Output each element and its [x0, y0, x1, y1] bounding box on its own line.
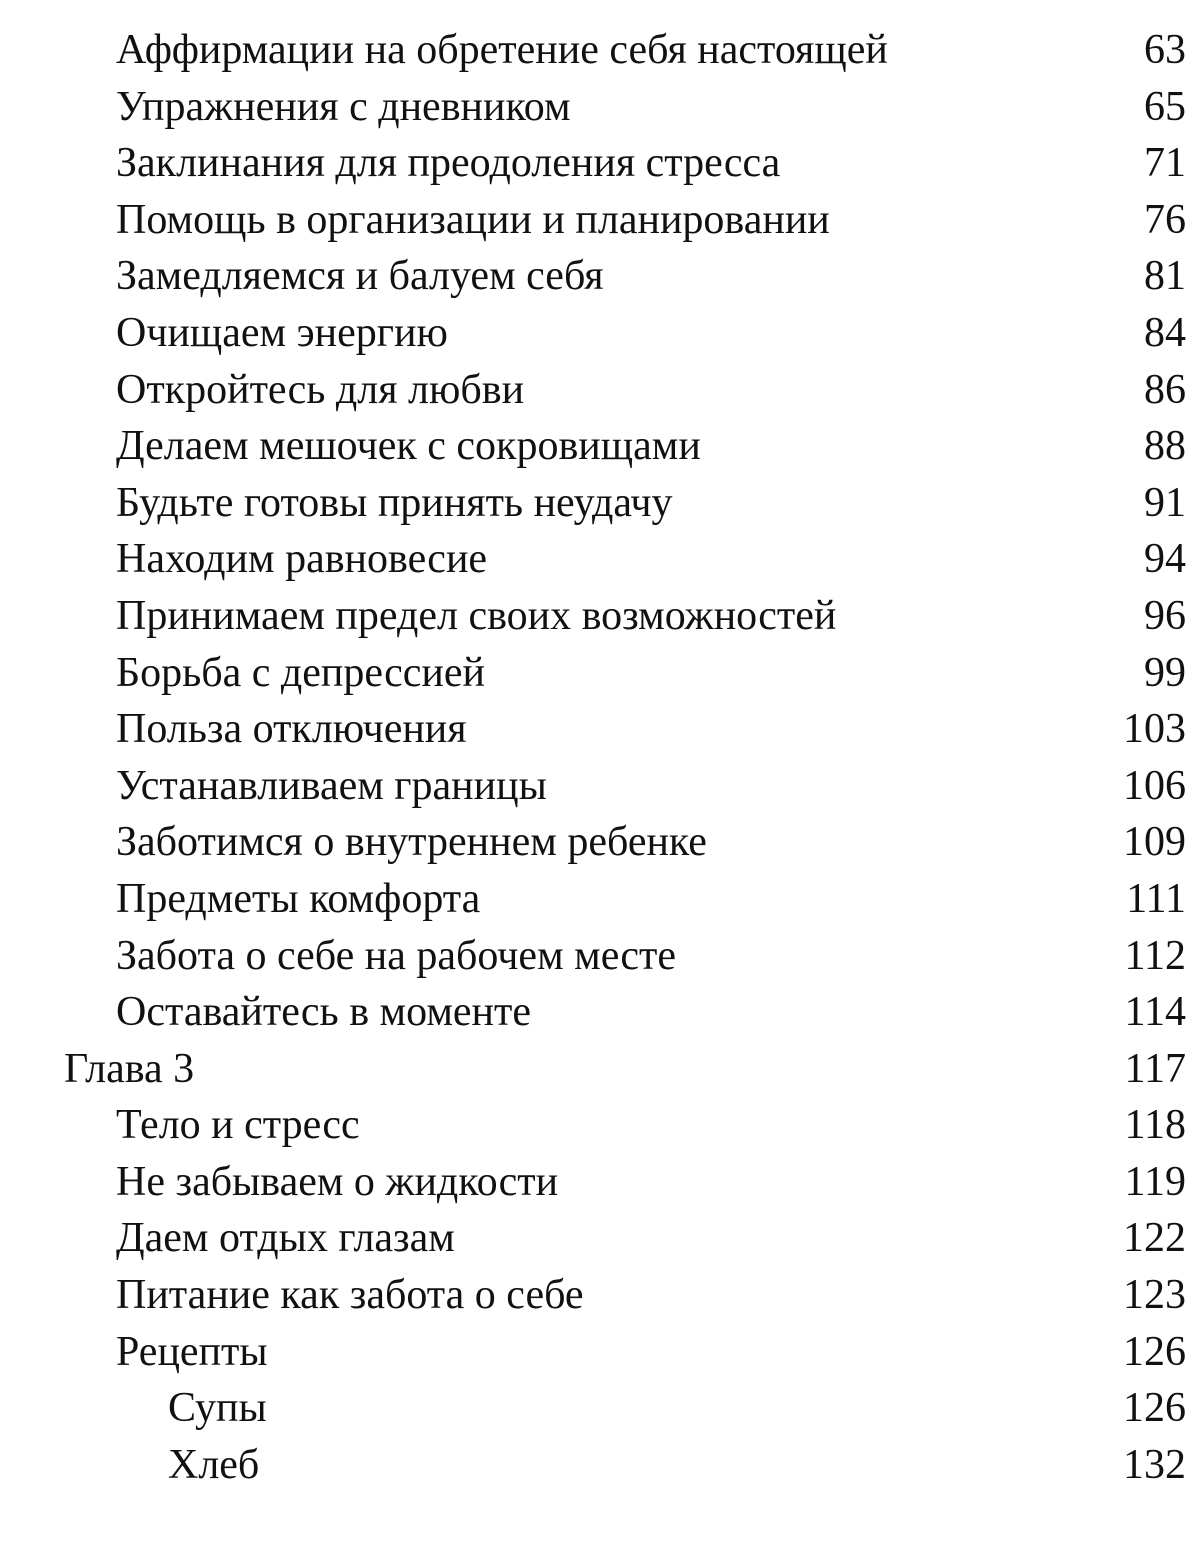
toc-entry-title: Рецепты: [116, 1328, 268, 1375]
toc-entry[interactable]: [0, 871, 1200, 928]
toc-entry-page-number: 96: [1144, 592, 1186, 639]
toc-entry[interactable]: [0, 79, 1200, 136]
toc-entry-page-number: 91: [1144, 479, 1186, 526]
toc-entry-page-number: 84: [1144, 309, 1186, 356]
toc-entry-title: Оставайтесь в моменте: [116, 989, 532, 1036]
toc-entry[interactable]: [0, 22, 1200, 79]
toc-entry-title: Заботимся о внутреннем ребенке: [116, 819, 707, 866]
toc-entry[interactable]: [0, 475, 1200, 532]
toc-entry-page-number: 94: [1144, 536, 1186, 583]
toc-entry[interactable]: [0, 814, 1200, 871]
toc-entry-title: Хлеб: [168, 1441, 260, 1488]
toc-entry-title: Очищаем энергию: [116, 309, 448, 356]
toc-entry-title: Заклинания для преодоления стресса: [116, 140, 781, 187]
toc-entry[interactable]: [0, 1380, 1200, 1437]
toc-entry[interactable]: [0, 588, 1200, 645]
toc-entry-title: Принимаем предел своих возможностей: [116, 592, 837, 639]
toc-entry-page-number: 123: [1123, 1272, 1186, 1319]
toc-entry-title: Не забываем о жидкости: [116, 1158, 559, 1205]
toc-entry-page-number: 103: [1123, 706, 1186, 753]
toc-entry-title: Глава 3: [64, 1045, 195, 1092]
toc-entry-page-number: 126: [1123, 1385, 1186, 1432]
toc-entry[interactable]: [0, 1437, 1200, 1494]
toc-entry[interactable]: [0, 248, 1200, 305]
toc-entry-title: Откройтесь для любви: [116, 366, 525, 413]
toc-entry[interactable]: [0, 701, 1200, 758]
toc-entry-page-number: 71: [1144, 140, 1186, 187]
toc-entry-page-number: 118: [1124, 1102, 1186, 1149]
toc-entry-title: Замедляемся и балуем себя: [116, 253, 604, 300]
toc-entry[interactable]: [0, 135, 1200, 192]
toc-entry-title: Находим равновесие: [116, 536, 488, 583]
toc-entry[interactable]: [0, 1267, 1200, 1324]
toc-entry-title: Делаем мешочек с сокровищами: [116, 423, 701, 470]
toc-entry[interactable]: [0, 984, 1200, 1041]
toc-entry-page-number: 119: [1124, 1158, 1186, 1205]
toc-entry[interactable]: [0, 192, 1200, 249]
toc-entry-title: Помощь в организации и планировании: [116, 196, 830, 243]
toc-entry-title: Будьте готовы принять неудачу: [116, 479, 673, 526]
toc-entry-title: Борьба с депрессией: [116, 649, 485, 696]
toc-entry-title: Предметы комфорта: [116, 875, 481, 922]
toc-entry-title: Упражнения с дневником: [116, 83, 571, 130]
toc-entry[interactable]: [0, 1041, 1200, 1098]
toc-entry-page-number: 81: [1144, 253, 1186, 300]
toc-entry[interactable]: [0, 1097, 1200, 1154]
toc-entry-page-number: 117: [1124, 1045, 1186, 1092]
toc-entry[interactable]: [0, 928, 1200, 985]
toc-entry-page-number: 111: [1126, 875, 1186, 922]
toc-entry-page-number: 86: [1144, 366, 1186, 413]
toc-entry-title: Питание как забота о себе: [116, 1272, 584, 1319]
toc-entry-page-number: 88: [1144, 423, 1186, 470]
toc-entry[interactable]: [0, 645, 1200, 702]
table-of-contents: [0, 22, 1200, 1493]
toc-entry[interactable]: [0, 305, 1200, 362]
toc-entry-title: Аффирмации на обретение себя настоящей: [116, 27, 888, 73]
toc-entry-title: Забота о себе на рабочем месте: [116, 932, 677, 979]
toc-entry-page-number: 76: [1144, 196, 1186, 243]
toc-entry-page-number: 126: [1123, 1328, 1186, 1375]
toc-entry-page-number: 122: [1123, 1215, 1186, 1262]
toc-entry-page-number: 99: [1144, 649, 1186, 696]
toc-entry-page-number: 132: [1123, 1441, 1186, 1488]
toc-entry-title: Даем отдых глазам: [116, 1215, 455, 1262]
toc-entry-title: Польза отключения: [116, 706, 467, 753]
toc-entry-page-number: 63: [1144, 27, 1186, 73]
toc-entry-title: Устанавливаем границы: [116, 762, 547, 809]
toc-entry[interactable]: [0, 362, 1200, 419]
toc-entry[interactable]: [0, 1324, 1200, 1381]
toc-entry[interactable]: [0, 1210, 1200, 1267]
toc-entry-title: Супы: [168, 1385, 267, 1432]
toc-entry[interactable]: [0, 418, 1200, 475]
toc-entry-page-number: 106: [1123, 762, 1186, 809]
toc-entry[interactable]: [0, 531, 1200, 588]
toc-entry-page-number: 65: [1144, 83, 1186, 130]
toc-entry-title: Тело и стресс: [116, 1102, 360, 1149]
toc-entry[interactable]: [0, 758, 1200, 815]
toc-entry[interactable]: [0, 1154, 1200, 1211]
toc-entry-page-number: 114: [1124, 989, 1186, 1036]
toc-entry-page-number: 109: [1123, 819, 1186, 866]
toc-entry-page-number: 112: [1124, 932, 1186, 979]
